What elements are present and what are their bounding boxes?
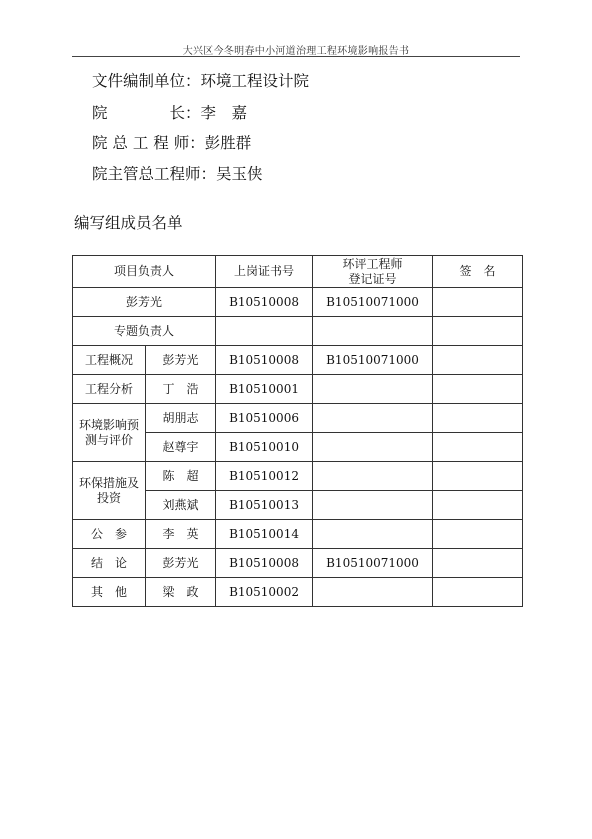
header-cell: 项目负责人 <box>73 256 216 288</box>
signature-cell <box>433 288 523 317</box>
signature-cell <box>433 520 523 549</box>
info-value: 彭胜群 <box>204 134 252 152</box>
info-line-unit <box>92 70 309 92</box>
reg-cell: B10510071000 <box>313 346 433 375</box>
signature-cell <box>433 346 523 375</box>
cert-cell: B10510008 <box>216 549 313 578</box>
table-row <box>73 346 523 375</box>
table-row <box>73 462 523 491</box>
reg-cell <box>313 520 433 549</box>
running-header: 大兴区今冬明春中小河道治理工程环境影响报告书 <box>182 46 410 57</box>
reg-cell <box>313 578 433 607</box>
topic-cell: 工程概况 <box>73 346 146 375</box>
table-row <box>73 404 523 433</box>
name-cell: 胡朋志 <box>146 404 216 433</box>
cert-cell: B10510014 <box>216 520 313 549</box>
header-cell: 签 名 <box>433 256 523 288</box>
topic-cell: 工程分析 <box>73 375 146 404</box>
header-cell: 环评工程师 登记证号 <box>313 256 433 288</box>
reg-cell <box>313 462 433 491</box>
name-cell: 刘燕斌 <box>146 491 216 520</box>
section-title: 编写组成员名单 <box>74 214 183 232</box>
table-row <box>73 288 523 317</box>
cert-cell: B10510002 <box>216 578 313 607</box>
signature-cell <box>433 404 523 433</box>
table-row <box>73 317 523 346</box>
reg-cell: B10510071000 <box>313 288 433 317</box>
info-label: 院主管总工程师： <box>92 165 217 183</box>
cert-cell: B10510008 <box>216 288 313 317</box>
info-line-chief-engineer <box>92 132 251 154</box>
table-row <box>73 549 523 578</box>
name-cell: 彭芳光 <box>146 549 216 578</box>
signature-cell <box>433 375 523 404</box>
info-value: 环境工程设计院 <box>200 72 310 90</box>
signature-cell <box>433 433 523 462</box>
topic-leader-label: 专题负责人 <box>73 317 216 346</box>
topic-cell: 结 论 <box>73 549 146 578</box>
cert-cell <box>216 317 313 346</box>
name-cell: 赵尊宇 <box>146 433 216 462</box>
topic-cell: 环境影响预测与评价 <box>73 404 146 462</box>
reg-cell <box>313 375 433 404</box>
table-header-row <box>73 256 523 288</box>
name-cell: 陈 超 <box>146 462 216 491</box>
name-cell: 丁 浩 <box>146 375 216 404</box>
info-label: 院 总 工 程 师： <box>92 134 205 152</box>
table-row <box>73 578 523 607</box>
info-value: 李 嘉 <box>200 104 248 122</box>
name-cell: 彭芳光 <box>146 346 216 375</box>
cert-cell: B10510013 <box>216 491 313 520</box>
info-value: 吴玉侠 <box>216 165 263 183</box>
cert-cell: B10510006 <box>216 404 313 433</box>
signature-cell <box>433 462 523 491</box>
name-cell: 梁 政 <box>146 578 216 607</box>
topic-cell: 其 他 <box>73 578 146 607</box>
reg-cell <box>313 433 433 462</box>
reg-cell <box>313 491 433 520</box>
info-label: 院 长： <box>92 104 201 122</box>
reg-cell: B10510071000 <box>313 549 433 578</box>
reg-cell <box>313 317 433 346</box>
table-row <box>73 520 523 549</box>
info-line-president <box>92 102 247 124</box>
cert-cell: B10510010 <box>216 433 313 462</box>
cert-cell: B10510008 <box>216 346 313 375</box>
table-row <box>73 375 523 404</box>
topic-cell: 环保措施及投资 <box>73 462 146 520</box>
topic-cell: 公 参 <box>73 520 146 549</box>
name-cell: 李 英 <box>146 520 216 549</box>
reg-cell <box>313 404 433 433</box>
info-label: 文件编制单位： <box>92 72 201 90</box>
signature-cell <box>433 491 523 520</box>
header-cell: 上岗证书号 <box>216 256 313 288</box>
cert-cell: B10510012 <box>216 462 313 491</box>
info-line-supervising-engineer <box>92 163 263 185</box>
signature-cell <box>433 317 523 346</box>
name-cell: 彭芳光 <box>73 288 216 317</box>
cert-cell: B10510001 <box>216 375 313 404</box>
signature-cell <box>433 549 523 578</box>
signature-cell <box>433 578 523 607</box>
header-rule <box>72 56 520 57</box>
members-table <box>72 255 523 607</box>
